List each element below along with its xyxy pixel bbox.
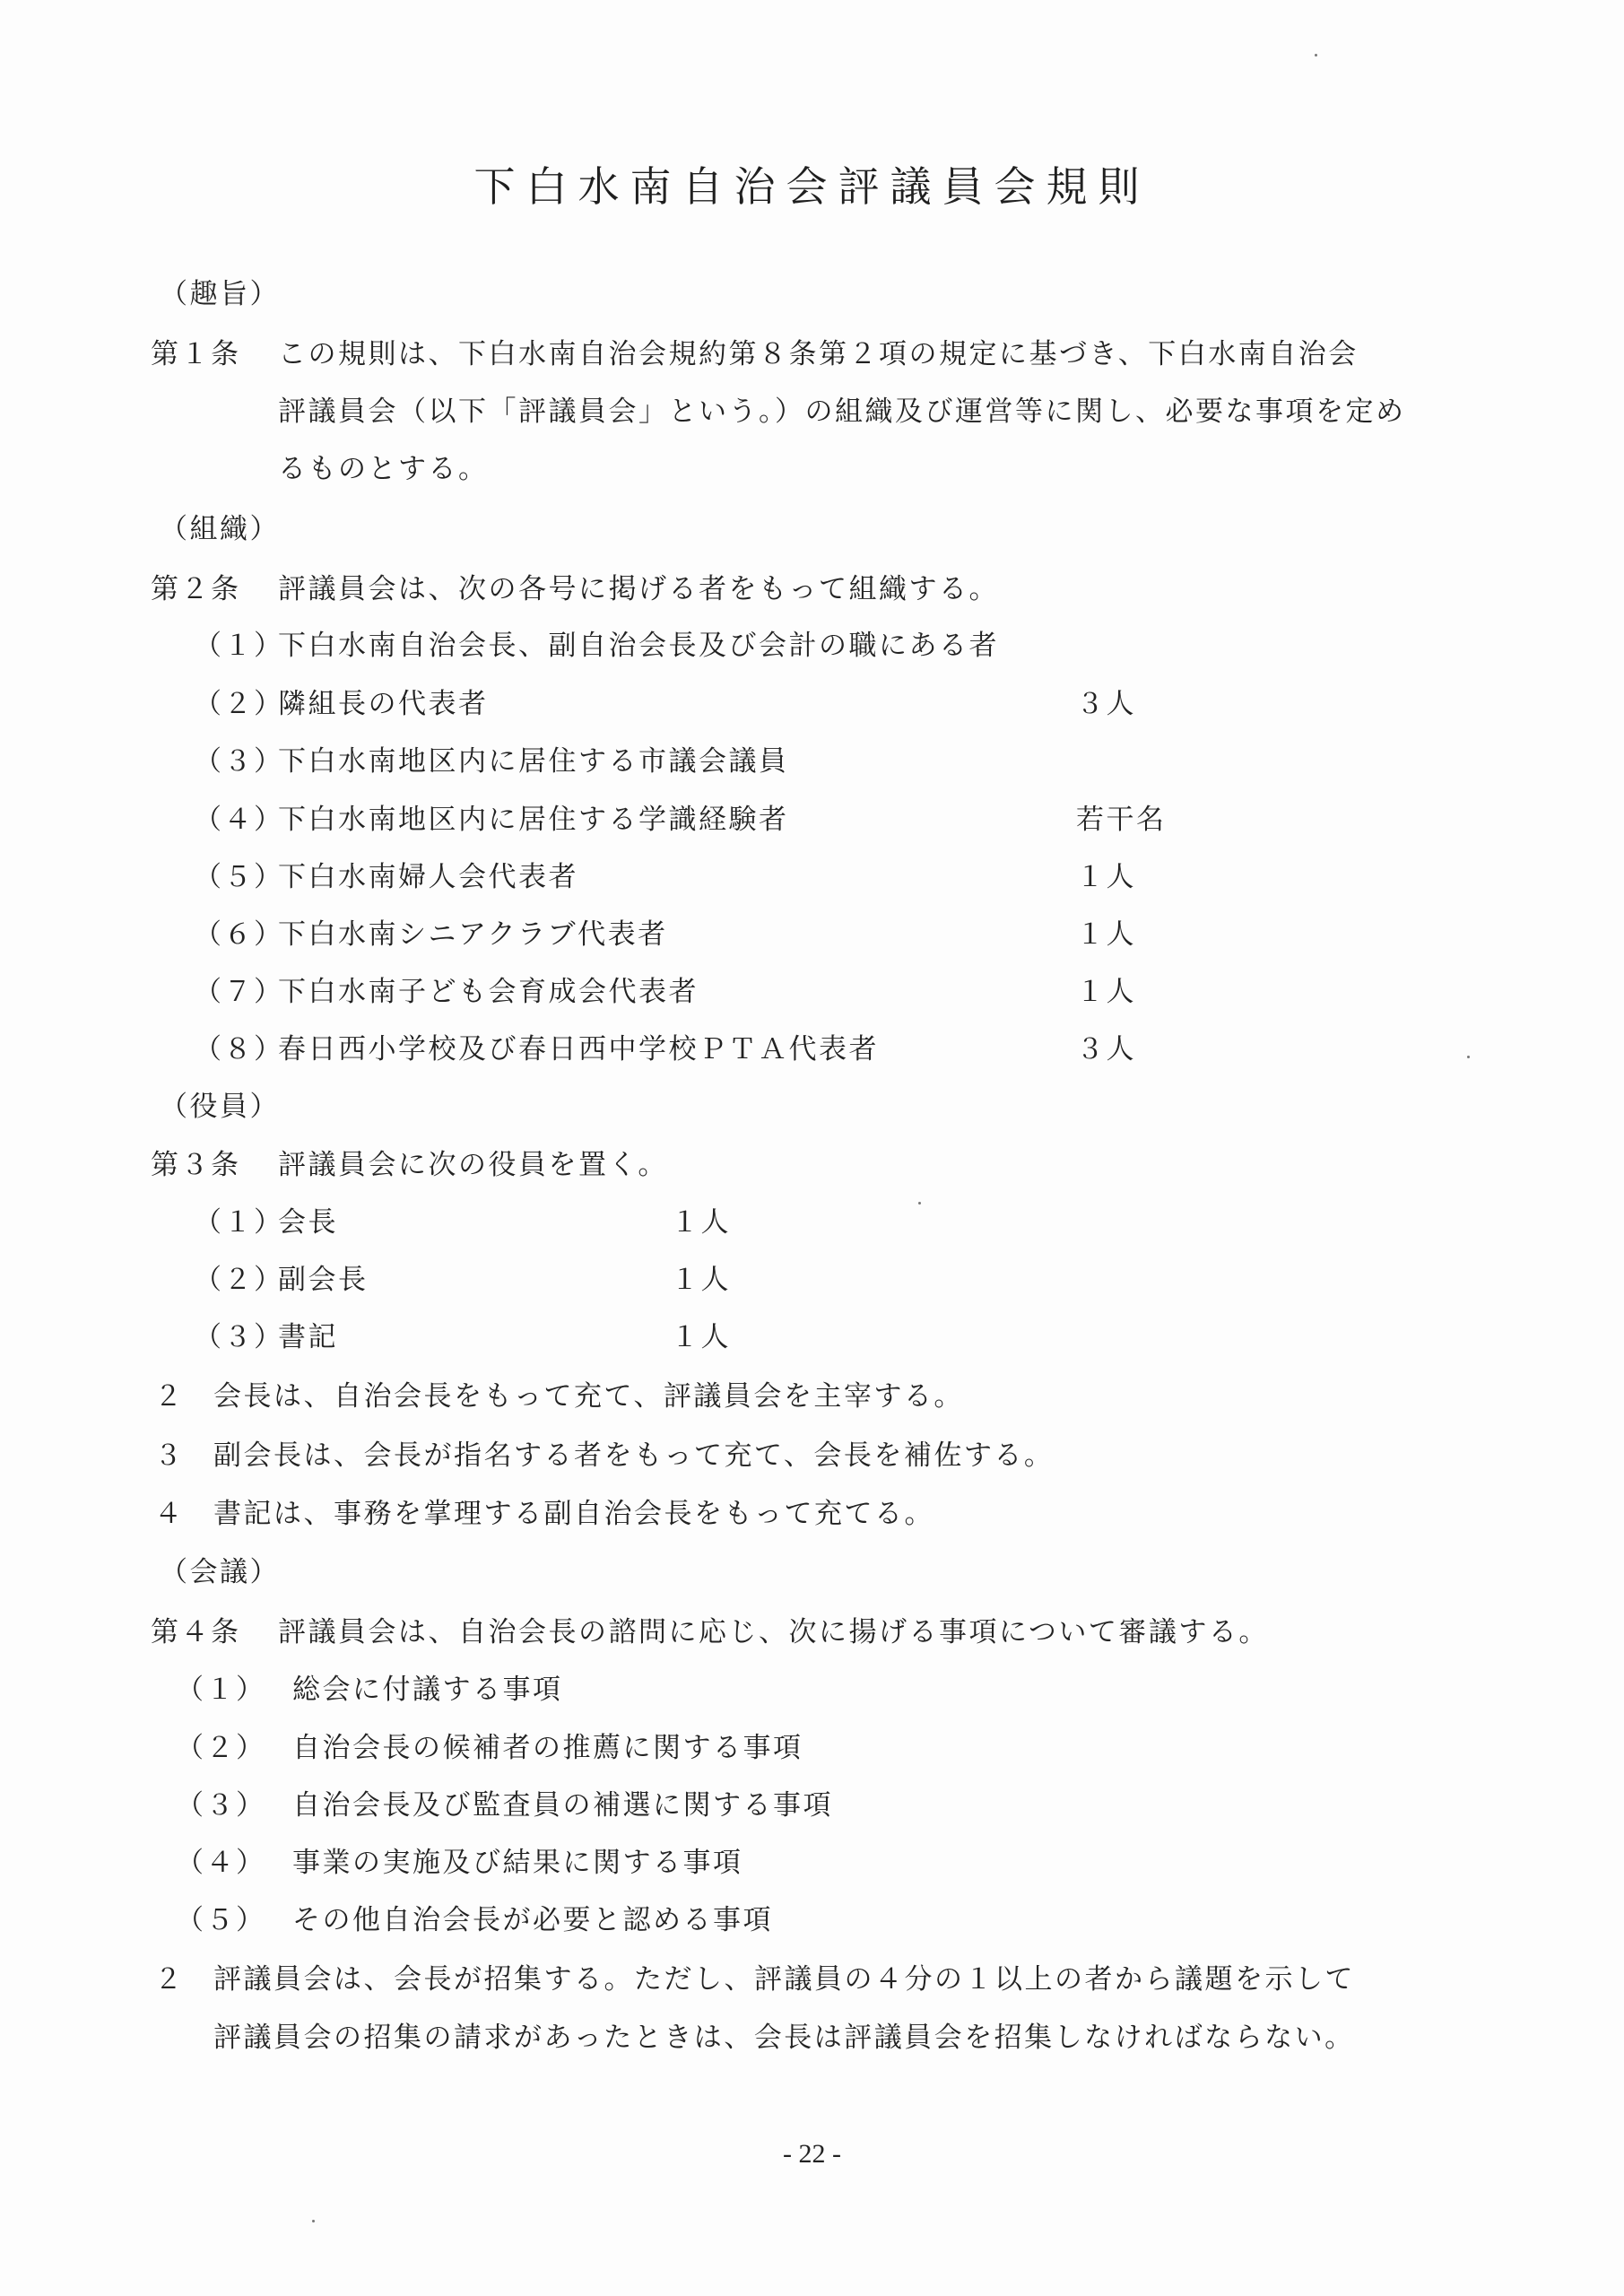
article-1-label: 第１条 [151, 338, 241, 370]
article-1-line-3: るものとする。 [278, 453, 489, 485]
article-3-item-1-text: 会長 [278, 1206, 338, 1239]
article-2-item-2-number: （２） [194, 688, 284, 720]
article-4-label: 第４条 [151, 1616, 241, 1648]
scan-speck [918, 1202, 921, 1205]
article-2-item-4-number: （４） [194, 804, 284, 836]
scan-speck [1467, 1056, 1470, 1058]
article-3-item-2-text: 副会長 [278, 1264, 369, 1296]
scan-speck [312, 2220, 315, 2222]
page-number: - 22 - [783, 2139, 841, 2169]
article-3-paragraph-4-text: 書記は、事務を掌理する副自治会長をもって充てる。 [213, 1498, 934, 1530]
section-heading-purpose: （趣旨） [160, 278, 280, 310]
article-3-paragraph-2-text: 会長は、自治会長をもって充て、評議員会を主宰する。 [213, 1380, 964, 1413]
article-3-item-3-text: 書記 [278, 1321, 338, 1353]
article-2-item-7-count: １人 [1076, 976, 1136, 1008]
article-3-item-1-number: （１） [194, 1206, 284, 1239]
article-1-line-2: 評議員会（以下「評議員会」という。）の組織及び運営等に関し、必要な事項を定め [278, 396, 1406, 428]
article-3-item-2-number: （２） [194, 1264, 284, 1296]
article-3-item-1-count: １人 [671, 1206, 731, 1239]
article-4-item-4-number: （４） [176, 1847, 266, 1879]
article-4-item-4-text: 事業の実施及び結果に関する事項 [292, 1847, 743, 1879]
article-2-item-3-text: 下白水南地区内に居住する市議会議員 [278, 745, 789, 778]
article-2-item-4-text: 下白水南地区内に居住する学識経験者 [278, 804, 789, 836]
scan-speck [1315, 54, 1317, 57]
article-4-item-3-number: （３） [176, 1789, 266, 1822]
article-2-item-6-text: 下白水南シニアクラブ代表者 [278, 918, 668, 951]
article-2-item-8-text: 春日西小学校及び春日西中学校ＰＴＡ代表者 [278, 1033, 879, 1065]
article-2-item-2-text: 隣組長の代表者 [278, 688, 489, 720]
article-2-item-5-text: 下白水南婦人会代表者 [278, 861, 578, 893]
article-4-item-1-text: 総会に付議する事項 [292, 1674, 563, 1706]
article-4-item-3-text: 自治会長及び監査員の補選に関する事項 [292, 1789, 833, 1822]
article-2-item-6-count: １人 [1076, 918, 1136, 951]
document-title: 下白水南自治会評議員会規則 [473, 162, 1151, 211]
article-4-text: 評議員会は、自治会長の諮問に応じ、次に揚げる事項について審議する。 [278, 1616, 1269, 1648]
article-3-text: 評議員会に次の役員を置く。 [278, 1149, 668, 1181]
article-2-text: 評議員会は、次の各号に掲げる者をもって組織する。 [278, 573, 999, 605]
article-2-item-4-count: 若干名 [1076, 804, 1167, 836]
article-4-item-5-number: （５） [176, 1904, 266, 1936]
article-2-item-1-text: 下白水南自治会長、副自治会長及び会計の職にある者 [278, 630, 999, 662]
article-2-item-1-number: （１） [194, 630, 284, 662]
article-3-item-3-count: １人 [671, 1321, 731, 1353]
article-2-label: 第２条 [151, 573, 241, 605]
section-heading-meetings: （会議） [160, 1556, 280, 1588]
article-3-paragraph-2-number: ２ [154, 1380, 185, 1413]
article-3-item-3-number: （３） [194, 1321, 284, 1353]
article-3-paragraph-3-text: 副会長は、会長が指名する者をもって充て、会長を補佐する。 [213, 1439, 1055, 1472]
article-3-label: 第３条 [151, 1149, 241, 1181]
article-2-item-8-count: ３人 [1076, 1033, 1136, 1065]
section-heading-organization: （組織） [160, 513, 280, 545]
article-4-item-2-text: 自治会長の候補者の推薦に関する事項 [292, 1732, 803, 1764]
article-3-paragraph-4-number: ４ [154, 1498, 185, 1530]
article-2-item-5-number: （５） [194, 861, 284, 893]
article-2-item-2-count: ３人 [1076, 688, 1136, 720]
article-2-item-6-number: （６） [194, 918, 284, 951]
article-3-paragraph-3-number: ３ [154, 1439, 185, 1472]
section-heading-officers: （役員） [160, 1091, 280, 1123]
article-2-item-8-number: （８） [194, 1033, 284, 1065]
article-4-item-1-number: （１） [176, 1674, 266, 1706]
article-4-item-5-text: その他自治会長が必要と認める事項 [292, 1904, 773, 1936]
article-4-item-2-number: （２） [176, 1732, 266, 1764]
article-2-item-7-number: （７） [194, 976, 284, 1008]
article-2-item-5-count: １人 [1076, 861, 1136, 893]
article-2-item-3-number: （３） [194, 745, 284, 778]
article-4-paragraph-2-line-1: 評議員会は、会長が招集する。ただし、評議員の４分の１以上の者から議題を示して [213, 1963, 1355, 1996]
article-4-paragraph-2-number: ２ [154, 1963, 185, 1996]
article-3-item-2-count: １人 [671, 1264, 731, 1296]
article-1-line-1: この規則は、下白水南自治会規約第８条第２項の規定に基づき、下白水南自治会 [278, 338, 1359, 370]
article-2-item-7-text: 下白水南子ども会育成会代表者 [278, 976, 699, 1008]
article-4-paragraph-2-line-2: 評議員会の招集の請求があったときは、会長は評議員会を招集しなければならない。 [213, 2022, 1355, 2054]
